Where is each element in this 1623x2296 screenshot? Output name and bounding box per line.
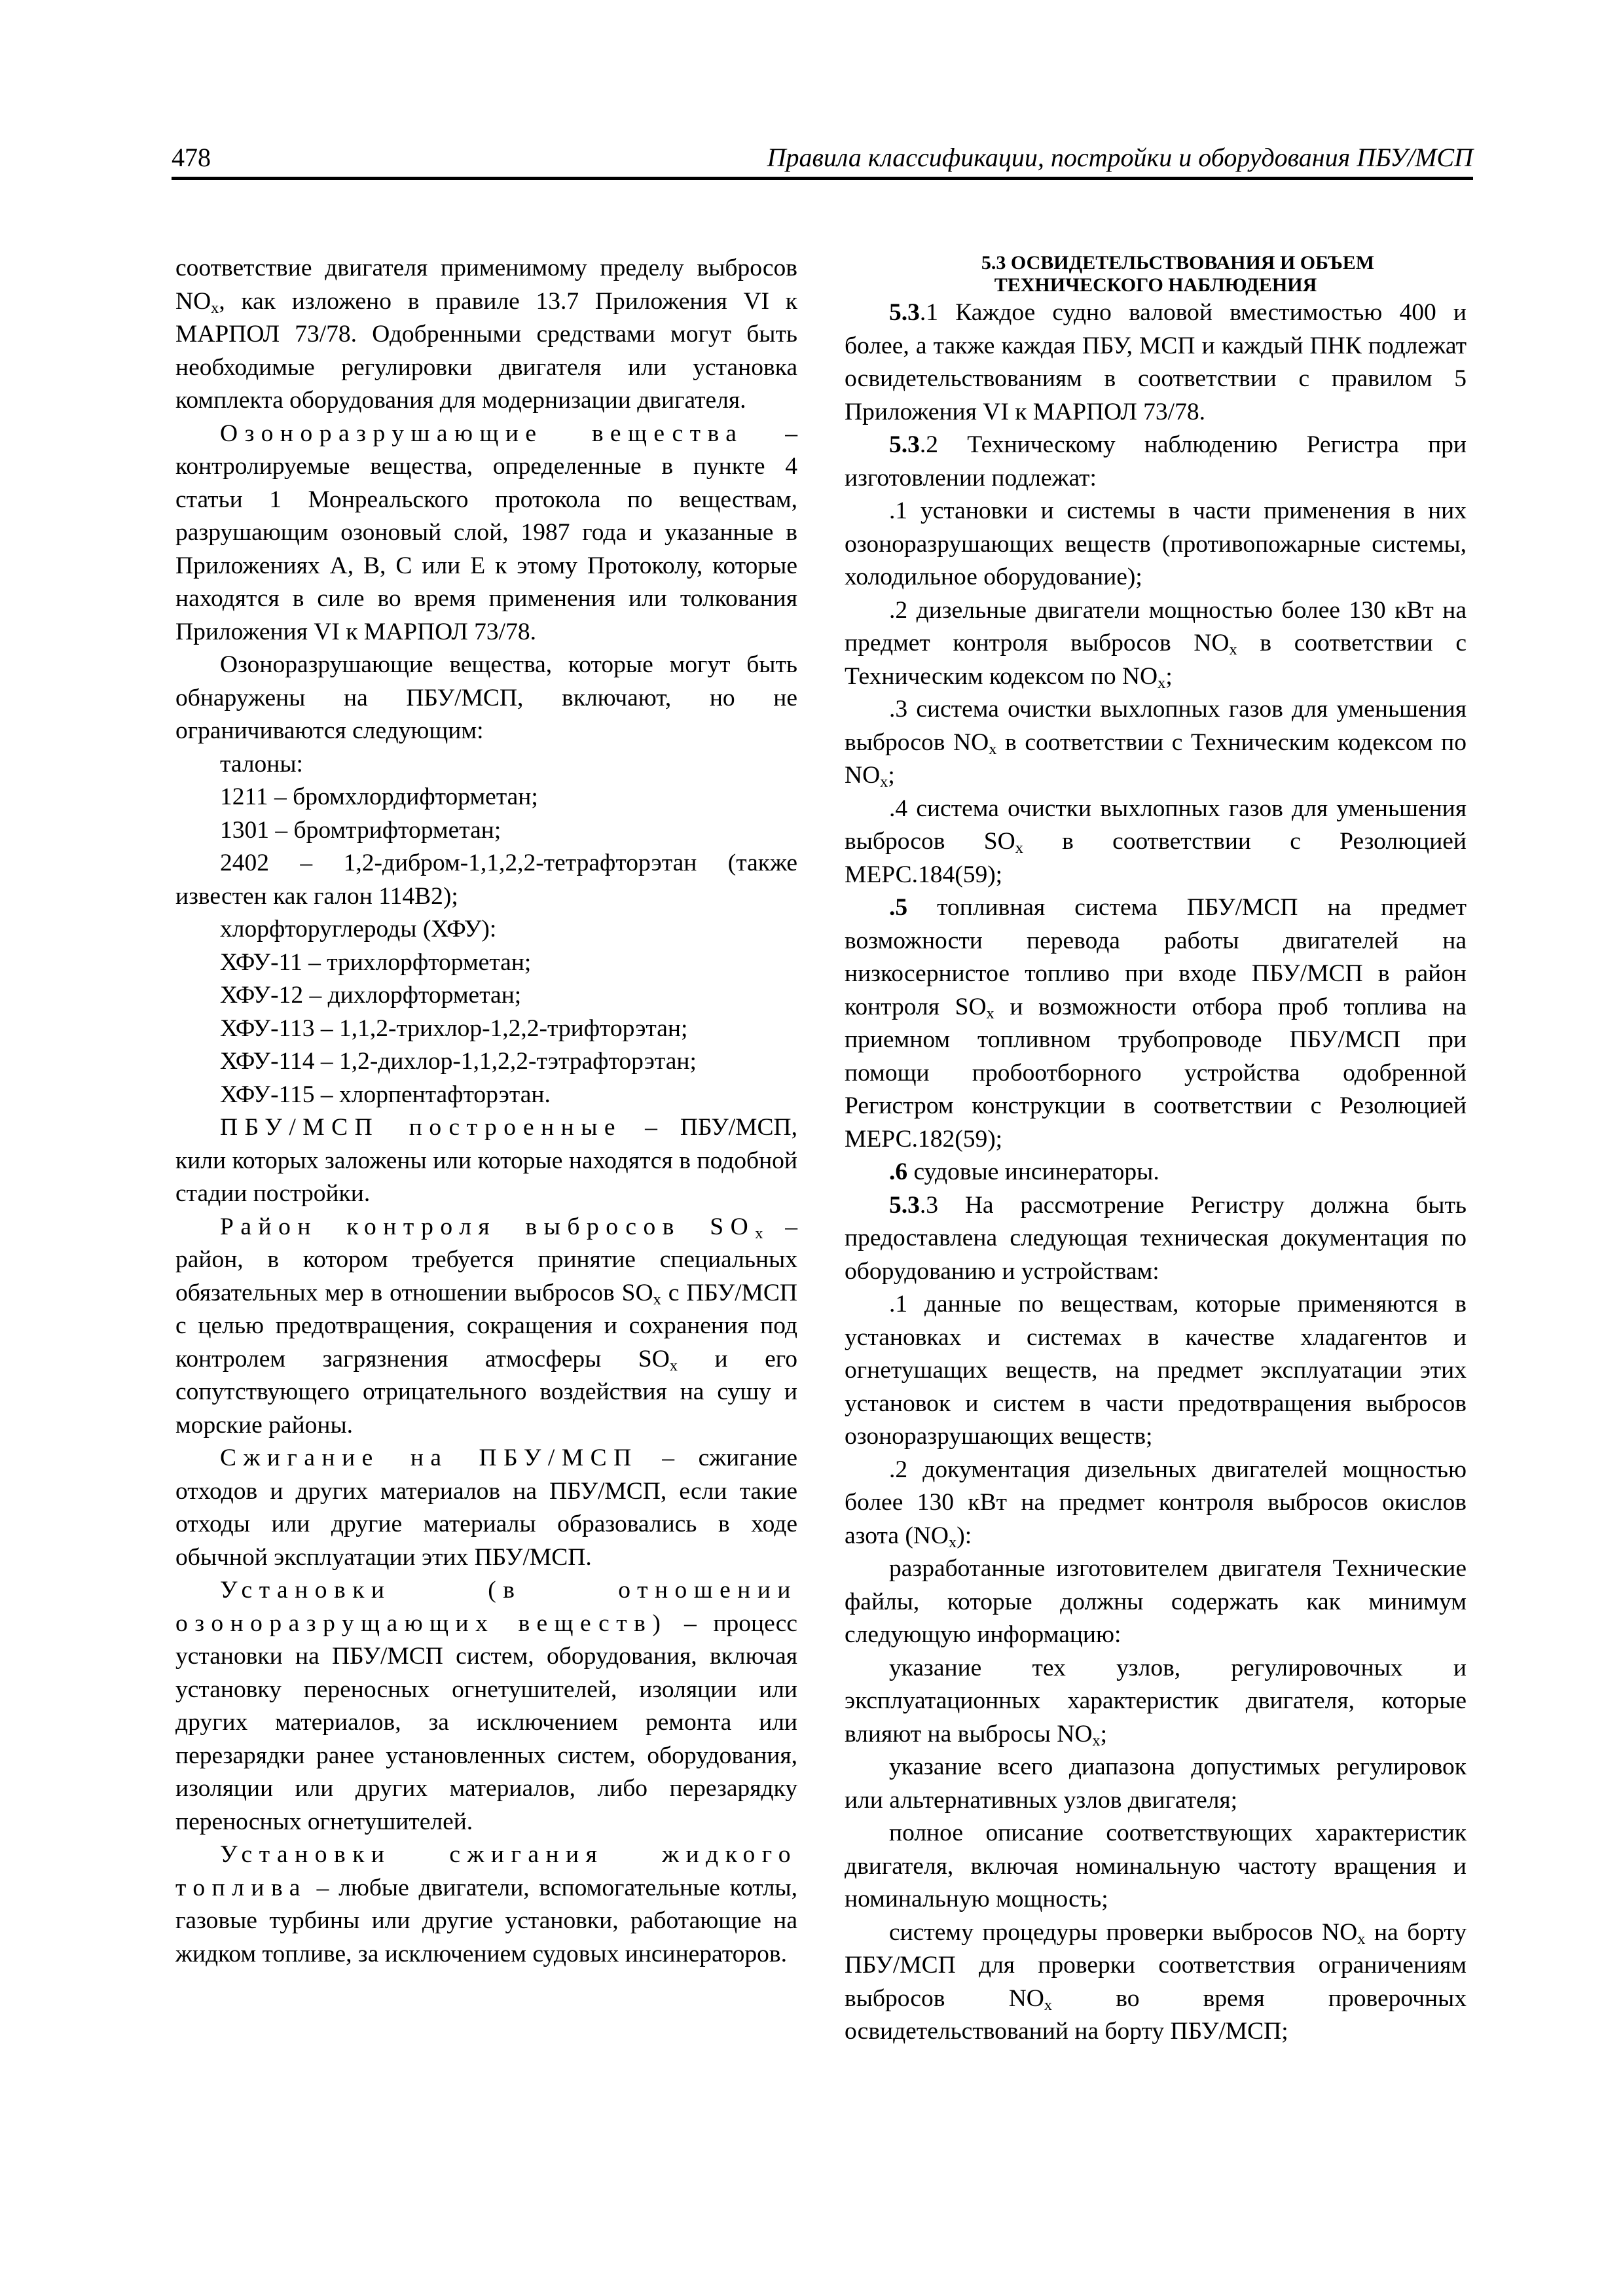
definition-installations: Установки (в отношении озоноразрущающих веществ) – процесс установки на ПБУ/МСП систем, оборудования, включая установку переносных огнетушителей, изоляции или других материалов, за исключением ремонта или перезарядки ранее установленных систем, оборудования, изоляции или других материалов, либо перезарядку переносных огнетушителей. bbox=[175, 1577, 797, 1835]
paragraph: соответствие двигателя применимому пределу выбросов $NO_x$, как изложено в правиле 13.7 Приложения VI к МАРПОЛ 73/78. Одобренными средствами могут быть необходимые регулировки двигателя или установка комплекта оборудования для модернизации двигателя. bbox=[175, 255, 797, 414]
paragraph: Озоноразрушающие вещества, которые могут быть обнаружены на ПБУ/МСП, включают, но не ограничиваются следующим: bbox=[175, 651, 797, 744]
list-item: ХФУ-115 – хлорпентафторэтан. bbox=[220, 1081, 551, 1108]
paragraph: разработанные изготовителем двигателя Технические файлы, которые должны содержать как минимум следующую информацию: bbox=[845, 1555, 1467, 1648]
paragraph: полное описание соответствующих характеристик двигателя, включая номинальную частоту вращения и номинальную мощность; bbox=[845, 1820, 1467, 1912]
definition-fuel-oil-installations: Установки сжигания жидкого топлива – любые двигатели, вспомогательные котлы, газовые турбины или другие установки, работающие на жидком топливе, за исключением судовых инсинераторов. bbox=[175, 1841, 797, 1967]
list-item: .1 установки и системы в части применения в них озоноразрушающих веществ (противопожарные системы, холодильное оборудование); bbox=[845, 497, 1467, 590]
list-item: 1301 – бромтрифторметан; bbox=[220, 816, 501, 844]
clause-5-3-2: 5.3.2 Техническому наблюдению Регистра при изготовлении подлежат: bbox=[845, 431, 1467, 492]
page-header bbox=[172, 143, 1473, 180]
definition-sox-area: Район контроля выбросов $SO_x$ – район, в котором требуется принятие специальных обязательных мер в отношении выбросов $SO_x$ с ПБУ/МСП с целью предотвращения, сокращения и сохранения под контролем загрязнения атмосферы $SO_x$ и его сопутствующего отрицательного воздействия на сушу и морские районы. bbox=[175, 1213, 798, 1439]
paragraph: указание всего диапазона допустимых регулировок или альтернативных узлов двигателя; bbox=[845, 1753, 1467, 1814]
right-column bbox=[845, 252, 1467, 2049]
list-item: ХФУ-12 – дихлорфторметан; bbox=[220, 982, 522, 1009]
list-item: ХФУ-114 – 1,2-дихлор-1,1,2,2-тэтрафторэтан; bbox=[220, 1048, 697, 1075]
list-item: талоны: bbox=[220, 750, 303, 778]
page-number: 478 bbox=[172, 143, 211, 172]
list-item: .2 документация дизельных двигателей мощностью более 130 кВт на предмет контроля выбросов окислов азота $(NO_x)$: bbox=[845, 1456, 1467, 1551]
term: Озоноразрушающие вещества bbox=[220, 420, 744, 447]
paragraph: систему процедуры проверки выбросов $NO_x$ на борту ПБУ/МСП для проверки соответствия ограничениям выбросов $NO_x$ во время проверочных освидетельствований на борту ПБУ/МСП; bbox=[845, 1918, 1467, 2045]
list-item: .6 судовые инсинераторы. bbox=[889, 1158, 1159, 1185]
term: Сжигание на ПБУ/МСП bbox=[220, 1444, 638, 1471]
term: ПБУ/МСП построенные bbox=[220, 1114, 623, 1141]
list-item: 2402 – 1,2-дибром-1,1,2,2-тетрафторэтан (также известен как галон 114В2); bbox=[175, 850, 797, 910]
term: Район контроля выбросов SO bbox=[220, 1213, 756, 1240]
list-item: .4 система очистки выхлопных газов для уменьшения выбросов $SO_x$ в соответствии с Резолюцией МЕРС.184(59); bbox=[845, 795, 1467, 888]
paragraph: указание тех узлов, регулировочных и эксплуатационных характеристик двигателя, которые влияют на выбросы $NO_x$; bbox=[845, 1654, 1467, 1749]
definition-incineration: Сжигание на ПБУ/МСП – сжигание отходов и других материалов на ПБУ/МСП, если такие отходы или другие материалы образовались в ходе обычной эксплуатации этих ПБУ/МСП. bbox=[175, 1444, 797, 1571]
clause-5-3-3: 5.3.3 На рассмотрение Регистру должна быть предоставлена следующая техническая документация по оборудованию и устройствам: bbox=[845, 1191, 1467, 1285]
clause-5-3-1: 5.3.1 Каждое судно валовой вместимостью 400 и более, а также каждая ПБУ, МСП и каждый ПНК подлежат освидетельствованиям в соответствии с правилом 5 Приложения VI к МАРПОЛ 73/78. bbox=[845, 299, 1467, 425]
list-item: .1 данные по веществам, которые применяются в установках и системах в качестве хладагентов и огнетушащих веществ, на предмет эксплуатации этих установок и систем в части предотвращения выбросов озоноразрушающих веществ; bbox=[845, 1291, 1467, 1450]
list-item: ХФУ-113 – 1,1,2-трихлор-1,2,2-трифторэтан; bbox=[220, 1014, 688, 1042]
list-item: 1211 – бромхлордифторметан; bbox=[220, 783, 538, 810]
list-item: .2 дизельные двигатели мощностью более 130 кВт на предмет контроля выбросов $NO_x$ в соответствии с Техническим кодексом по $NO_x$; bbox=[845, 596, 1467, 692]
left-column bbox=[175, 252, 797, 1971]
list-item: ХФУ-11 – трихлорфторметан; bbox=[220, 948, 532, 976]
list-item: хлорфторуглероды (ХФУ): bbox=[220, 916, 497, 942]
list-item: .3 система очистки выхлопных газов для уменьшения выбросов $NO_x$ в соответствии с Техническим кодексом по $NO_x$; bbox=[845, 696, 1467, 791]
definition-ozone-depleting: Озоноразрушающие вещества – контролируемые вещества, определенные в пункте 4 статьи 1 Монреальского протокола по веществам, разрушающим озоновый слой, 1987 года и указанные в Приложениях А, В, С или Е к этому Протоколу, которые находятся в силе во время применения или толкования Приложения VI к МАРПОЛ 73/78. bbox=[175, 420, 797, 645]
running-title: Правила классификации, постройки и оборудования ПБУ/МСП bbox=[767, 143, 1473, 172]
section-heading: 5.3 ОСВИДЕТЕЛЬСТВОВАНИЯ И ОБЪЕМ ТЕХНИЧЕСКОГО НАБЛЮДЕНИЯ bbox=[981, 252, 1375, 296]
definition-built: ПБУ/МСП построенные – ПБУ/МСП, кили которых заложены или которые находятся в подобной стадии постройки. bbox=[175, 1114, 797, 1207]
list-item: .5 топливная система ПБУ/МСП на предмет возможности перевода работы двигателей на низкосернистое топливо при входе ПБУ/МСП в район контроля $SO_x$ и возможности отбора проб топлива на приемном топливном трубопроводе ПБУ/МСП при помощи пробоотборного устройства одобренной Регистром конструкции в соответствии с Резолюцией МЕРС.182(59); bbox=[845, 894, 1467, 1153]
term: Установки сжигания жидкого топлива bbox=[175, 1841, 797, 1901]
term: Установки (в отношении озоноразрущающих веществ) bbox=[175, 1577, 797, 1637]
